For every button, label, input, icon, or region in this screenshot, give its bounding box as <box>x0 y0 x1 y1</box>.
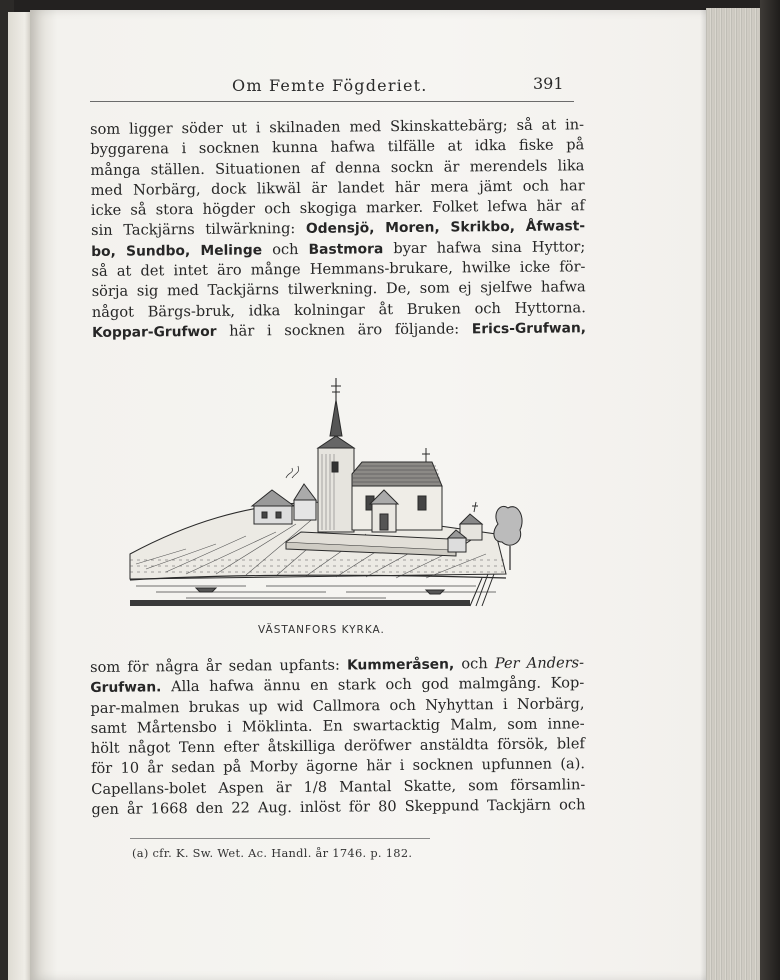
running-title: Om Femte Fögderiet. <box>232 76 428 95</box>
text-run: och <box>261 240 309 259</box>
text-line: för 10 år sedan på Morby ägorne här i socknen upfunnen (a). <box>90 755 586 778</box>
term-bold: Erics-Grufwan, <box>471 320 587 338</box>
church-engraving <box>126 374 536 610</box>
text-line: samt Mårtensbo i Möklinta. En swartacktig Malm, som inne- <box>90 715 585 737</box>
place-names: bo, Sundbo, Melinge <box>91 242 263 260</box>
text-line: Capellans-bolet Aspen är 1/8 Mantal Skatte, som församlin- <box>91 776 586 798</box>
text-run: som för några år sedan upfants: <box>90 656 348 676</box>
header-rule <box>90 101 574 102</box>
paragraph-top <box>90 115 586 343</box>
paragraph-bottom <box>90 653 586 820</box>
text-run: och <box>454 655 495 673</box>
book-cover-edge <box>760 0 780 980</box>
mine-name-italic: Per Anders- <box>494 654 585 673</box>
mine-name: Kummeråsen, <box>346 656 455 674</box>
text-line: icke så stora högder och skogiga marker. Folket lefwa här af <box>90 197 585 220</box>
footnote-rule <box>130 838 430 839</box>
text-run: byar hafwa sina Hyttor; <box>383 238 586 257</box>
place-name: Bastmora <box>308 240 384 258</box>
text-line: med Norbärg, dock likwäl är landet här mera jämt och har <box>90 177 585 199</box>
text-run: här i socknen äro följande: <box>216 320 472 340</box>
text-run: sin Tackjärns tilwärkning: <box>90 220 307 240</box>
place-names: Odensjö, Moren, Skrikbo, Åfwast- <box>305 218 586 238</box>
footnote: (a) cfr. K. Sw. Wet. Ac. Handl. år 1746. p. 182. <box>132 846 413 860</box>
text-run: Alla hafwa ännu en stark och god malmgång. Kop- <box>161 674 585 696</box>
text-line: något Bärgs-bruk, idka kolningar åt Bruken och Hyttorna. <box>91 298 586 321</box>
illustration-caption: VÄSTANFORS KYRKA. <box>258 624 385 636</box>
text-line: många ställen. Situationen af denna sockn är merendels lika <box>90 156 585 179</box>
text-line: så at det intet äro månge Hemmans-brukare, hwilke icke för- <box>91 258 586 281</box>
page-stack-edge <box>706 8 762 980</box>
mine-name: Grufwan. <box>90 679 162 697</box>
page-number: 391 <box>533 74 564 93</box>
text-line: par-malmen brukas up wid Callmora och Nyhyttan i Norbärg, <box>90 694 585 717</box>
text-line: gen år 1668 den 22 Aug. inlöst för 80 Skeppund Tackjärn och <box>91 796 586 819</box>
text-line: hölt något Tenn efter åtskilliga deröfwer anstäldta försök, blef <box>90 735 585 758</box>
text-line: som ligger söder ut i skilnaden med Skinskattebärg; så at in- <box>90 116 585 138</box>
text-line: sörja sig med Tackjärns tilwerkning. De, som ej sjelfwe hafwa <box>91 278 586 301</box>
term-bold: Koppar-Grufwor <box>91 323 217 341</box>
text-line: byggarena i socknen kunna hafwa tilfälle at idka fiske på <box>90 136 585 159</box>
facing-page-edge <box>8 12 32 980</box>
